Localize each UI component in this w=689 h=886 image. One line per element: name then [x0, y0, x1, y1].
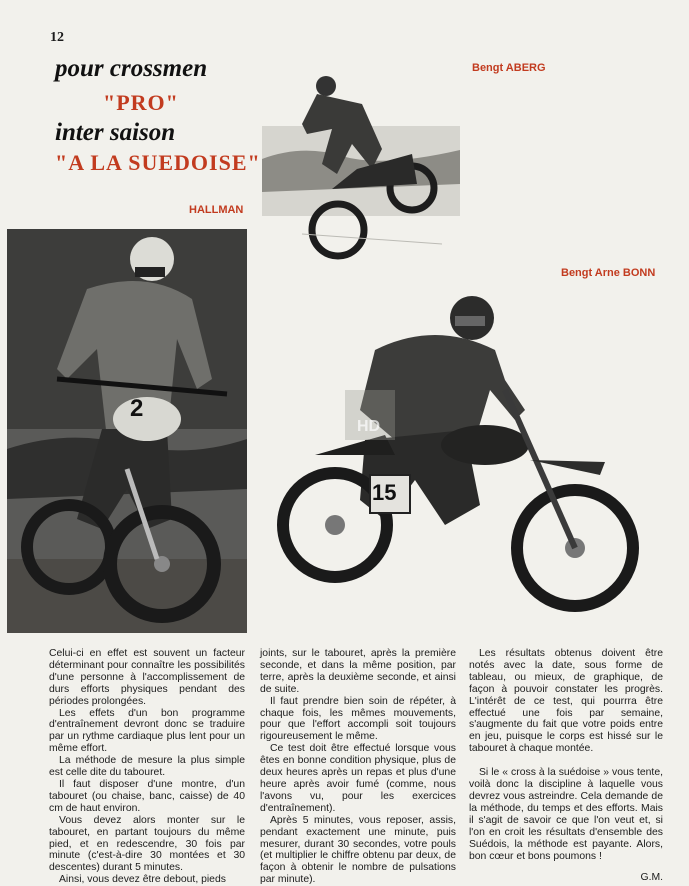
paragraph: Celui-ci en effet est souvent un facteur déterminant pour connaître les possibilités d'une personne à l'accomplissement de durs efforts physiques pendant des périodes prolongées. [49, 648, 245, 707]
photo-hallman [7, 229, 247, 633]
article-column-2 [260, 648, 456, 886]
bonn-race-number: 15 [372, 480, 397, 505]
hallman-race-number: 2 [130, 395, 144, 422]
caption-hallman: HALLMAN [189, 204, 244, 216]
caption-bonn: Bengt Arne BONN [561, 267, 656, 279]
paragraph: Les résultats obtenus doivent être notés avec la date, sous forme de tableau, ou mieux, de graphique, de façon à pouvoir constater les progrès. L'intérêt de ce test, qui pourrra être effectué une fois par semaine, s'augmente du fait que votre poids entre en jeu, puisque le corps est hissé sur le tabouret à chaque montée. [469, 648, 663, 755]
paragraph: Ainsi, vous devez être debout, pieds [59, 874, 226, 886]
title-line-4: "A LA SUEDOISE" [55, 150, 261, 175]
article-column-3 [469, 648, 663, 884]
page-number: 12 [50, 30, 64, 45]
photo-aberg [262, 74, 460, 264]
paragraph: Vous devez alors monter sur le tabouret, en partant toujours du même pied, et en redescendre, 30 fois par minute (c'est-à-dire 30 montées et 30 descentes) durant 5 minutes. [49, 814, 245, 874]
paragraph: Si le « cross à la suédoise » vous tente, voilà donc la discipline à laquelle vous devrez vous astreindre. Cela demande de la méthode, du temps et des efforts. Mais il s'agit de savoir ce que l'on veut et, si l'on en croit les résultats d'ensemble des Suédois, la méthode est payante. Alors, bon cœur et bons poumons ! [469, 767, 663, 862]
paragraph: Il faut prendre bien soin de répéter, à chaque fois, les mêmes mouvements, pour que l'effort accompli soit toujours rigoureusement le même. [260, 695, 456, 743]
title-line-2: "PRO" [103, 90, 179, 115]
paragraph: La méthode de mesure la plus simple est celle dite du tabouret. [49, 755, 245, 779]
photo-bonn [275, 290, 660, 635]
title-line-3: inter saison [55, 119, 176, 146]
paragraph: Les effets d'un bon programme d'entraînement devront donc se traduire par un rythme cardiaque plus lent pour un même effort. [49, 707, 245, 755]
article-column-1 [49, 648, 245, 886]
caption-aberg: Bengt ABERG [472, 62, 546, 74]
paragraph: Il faut disposer d'une montre, d'un tabouret (ou chaise, banc, caisse) de 40 cm de haut environ. [49, 778, 245, 814]
title-line-1: pour crossmen [55, 55, 208, 82]
watermark: HD [357, 418, 381, 435]
signature: G.M. [640, 872, 663, 884]
paragraph: Ce test doit être effectué lorsque vous êtes en bonne condition physique, plus de deux heures après un repas et plus d'une heure après avoir fumé (comme, nous l'avons vu, pour les exercices d'entraînement). [260, 743, 456, 814]
paragraph: Après 5 minutes, vous reposer, assis, pendant exactement une minute, puis mesurer, durant 30 secondes, votre pouls (et multiplier le chiffre obtenu par deux, de façon à obtenir le nombre de pulsations par minute). [260, 814, 456, 886]
paragraph: joints, sur le tabouret, après la première seconde, et dans la même position, par terre, après la deuxième seconde, et ainsi de suite. [260, 648, 456, 695]
